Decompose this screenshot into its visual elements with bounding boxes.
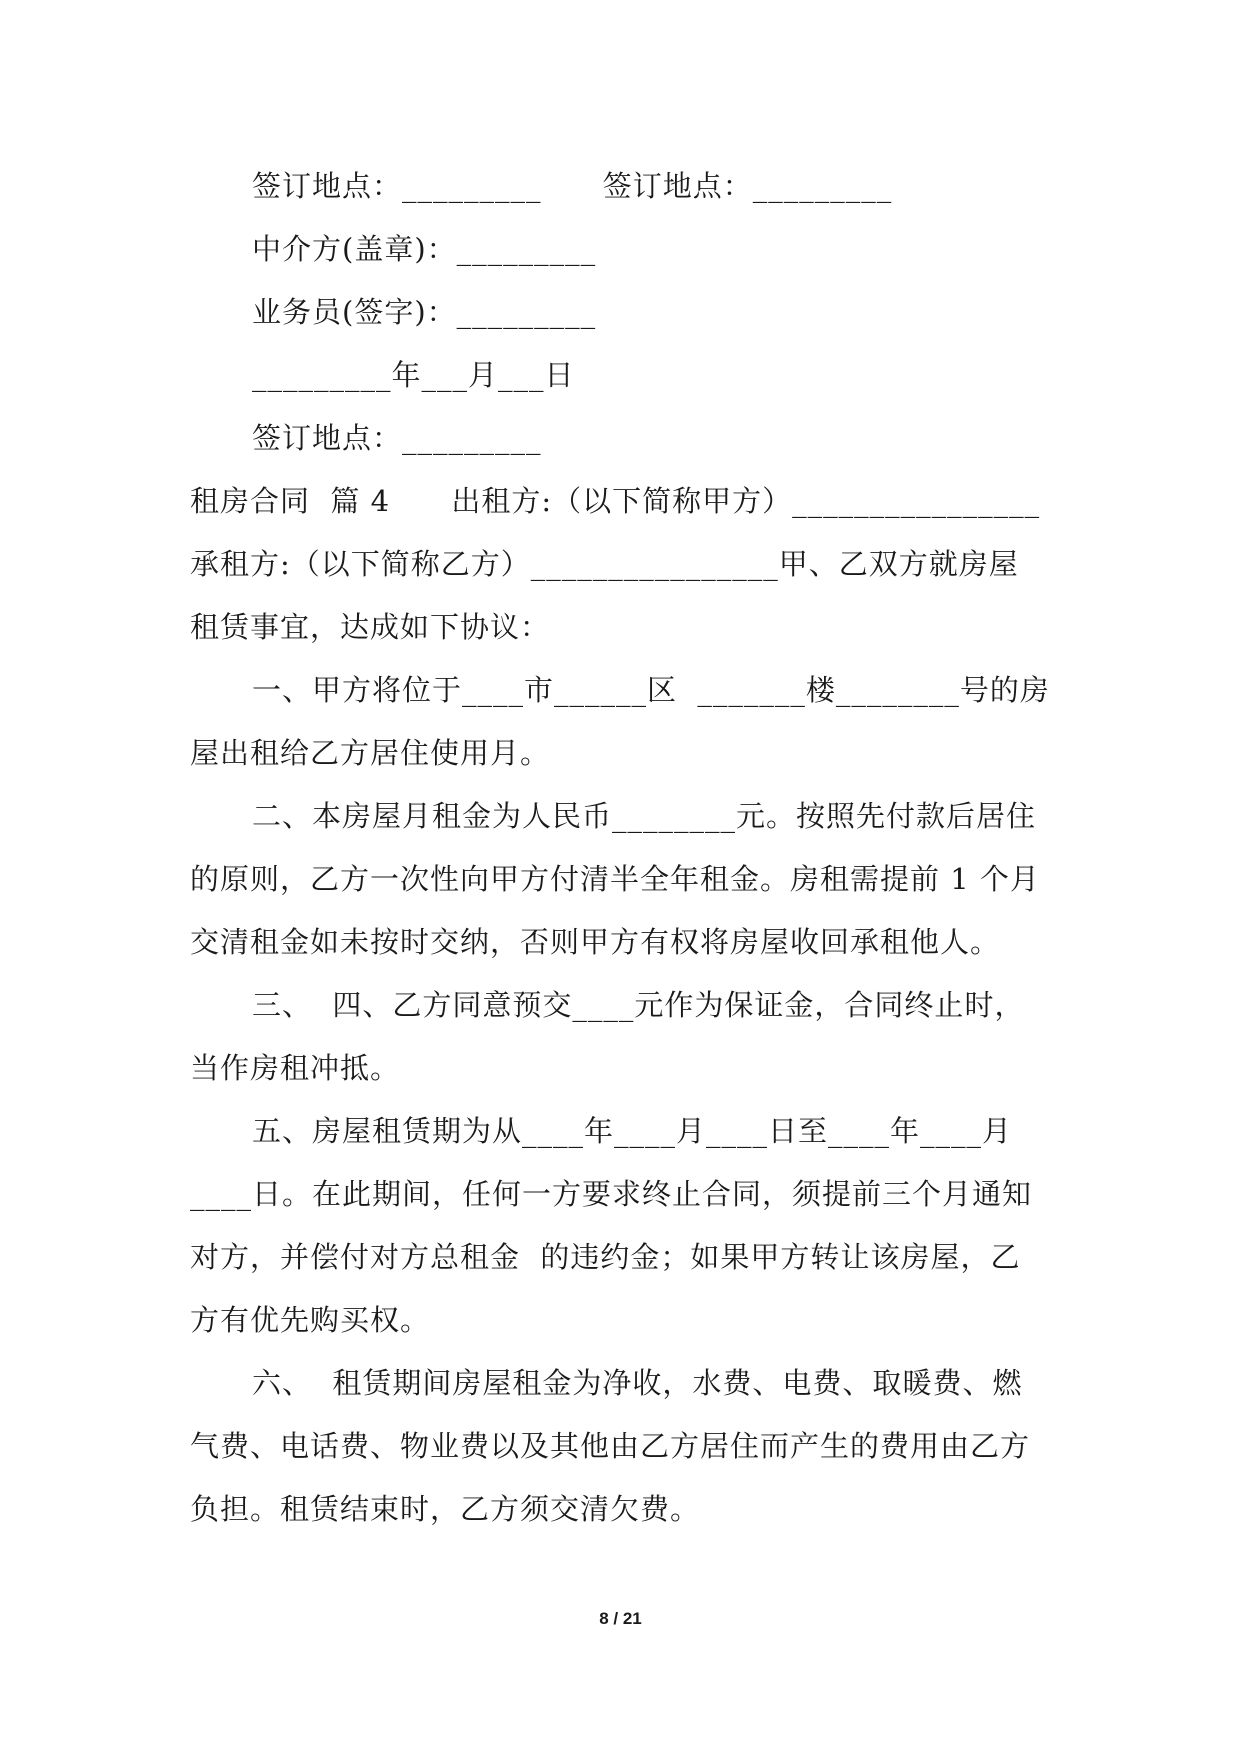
clause-6-line-1: 六、 租赁期间房屋租金为净收，水费、电费、取暖费、燃 [252, 1366, 1023, 1400]
clause-5-line-1: 五、房屋租赁期为从____年____月____日至____年____月 [252, 1114, 1013, 1148]
page-number: 8 / 21 [599, 1609, 642, 1628]
clause-5-line-2: ____日。在此期间，任何一方要求终止合同，须提前三个月通知 [190, 1177, 1033, 1211]
lessee-line: 承租方:（以下简称乙方）________________甲、乙双方就房屋 [190, 547, 1019, 581]
agreement-intro-line: 租赁事宜，达成如下协议： [190, 610, 551, 644]
date-line: _________年___月___日 [252, 358, 575, 392]
clause-5-line-4: 方有优先购买权。 [190, 1303, 431, 1337]
clause-2-line-2: 的原则，乙方一次性向甲方付清半全年租金。房租需提前 1 个月 [190, 862, 1040, 896]
clause-2-line-3: 交清租金如未按时交纳，否则甲方有权将房屋收回承租他人。 [190, 925, 1001, 959]
clause-2-line-1: 二、本房屋月租金为人民币________元。按照先付款后居住 [252, 799, 1037, 833]
clause-1-line-2: 屋出租给乙方居住使用月。 [190, 736, 551, 770]
clause-3-4-line-1: 三、 四、乙方同意预交____元作为保证金，合同终止时， [252, 988, 1025, 1022]
agent-seal-line: 中介方(盖章)：_________ [252, 232, 597, 266]
contract-heading-lessor-line: 租房合同 篇 4 出租方:（以下简称甲方）________________ [190, 484, 1041, 518]
clause-6-line-3: 负担。租赁结束时，乙方须交清欠费。 [190, 1492, 701, 1526]
signing-location-line: 签订地点：_________ [252, 421, 542, 455]
clause-1-line-1: 一、甲方将位于____市______区 _______楼________号的房 [252, 673, 1050, 707]
clause-6-line-2: 气费、电话费、物业费以及其他由乙方居住而产生的费用由乙方 [190, 1429, 1031, 1463]
clause-3-4-line-2: 当作房租冲抵。 [190, 1051, 401, 1085]
clause-5-line-3: 对方，并偿付对方总租金 的违约金；如果甲方转让该房屋，乙 [190, 1240, 1021, 1274]
salesperson-signature-line: 业务员(签字)：_________ [252, 295, 597, 329]
signing-location-pair-line: 签订地点：_________ 签订地点：_________ [252, 169, 893, 203]
